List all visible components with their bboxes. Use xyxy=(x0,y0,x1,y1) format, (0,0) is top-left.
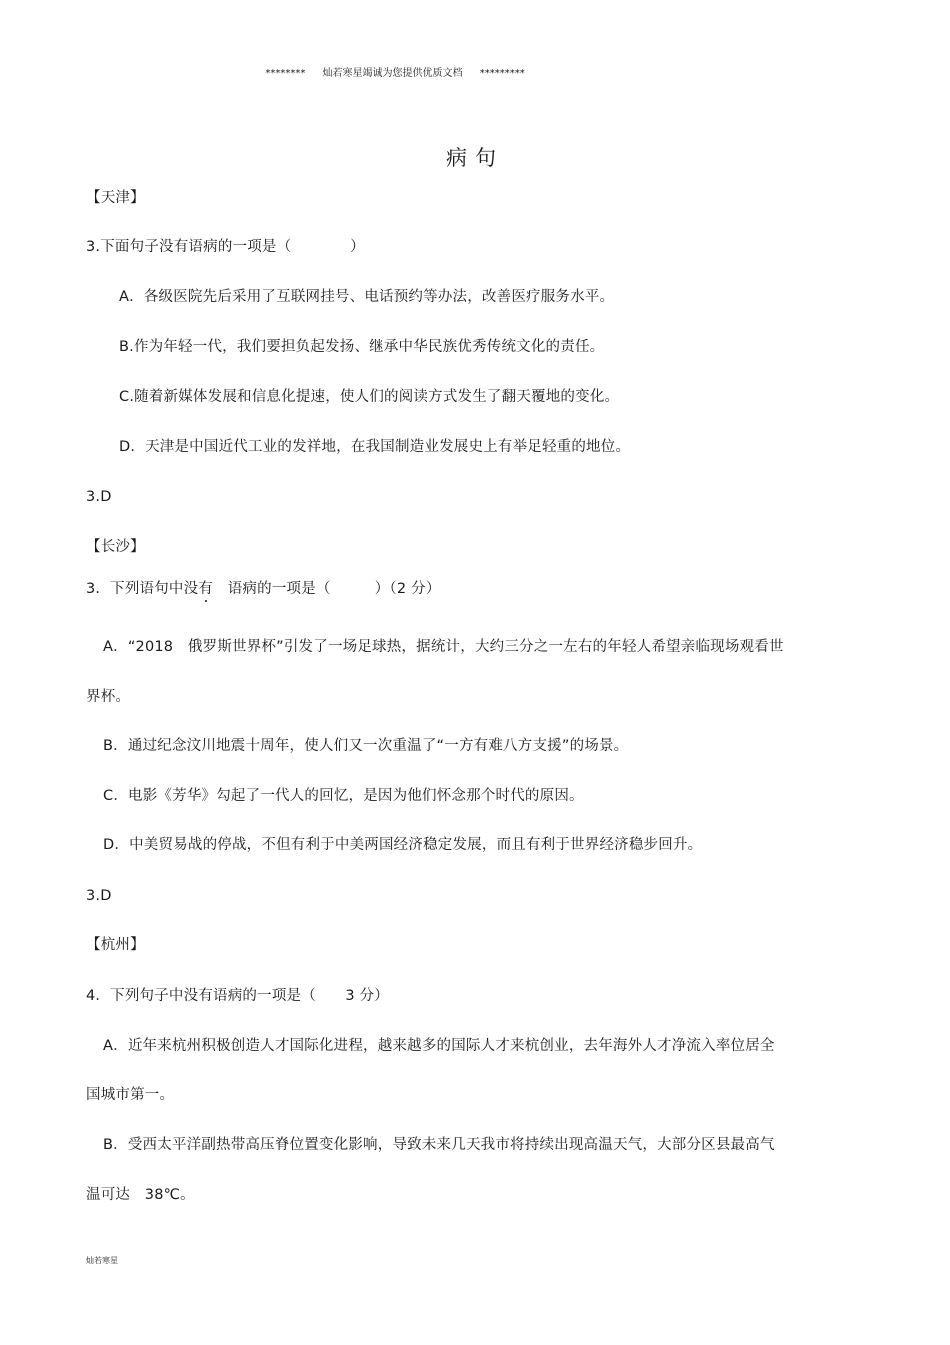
section-label-tianjin: 【天津】 xyxy=(86,190,145,206)
question-changsha-pre: 3．下列语句中没 xyxy=(86,581,199,597)
question-changsha-post: 语病的一项是（ ）（2 分） xyxy=(213,581,441,597)
option-changsha-d: D．中美贸易战的停战，不但有利于中美两国经济稳定发展，而且有利于世界经济稳步回升。 xyxy=(103,837,703,853)
option-changsha-a-cont: 界杯。 xyxy=(86,689,131,705)
section-label-hangzhou: 【杭州】 xyxy=(86,937,145,953)
page-title: 病句 xyxy=(446,146,504,170)
option-hangzhou-a: A．近年来杭州积极创造人才国际化进程，越来越多的国际人才来杭创业，去年海外人才净流入率位居全 xyxy=(103,1038,775,1054)
section-label-changsha: 【长沙】 xyxy=(86,539,145,555)
option-hangzhou-b-cont: 温可达 38℃。 xyxy=(86,1187,195,1203)
header-stars-left: ******** xyxy=(265,68,306,79)
header-text: 灿若寒星竭诚为您提供优质文档 xyxy=(322,68,463,79)
question-changsha xyxy=(86,579,441,599)
option-changsha-b: B．通过纪念汶川地震十周年，使人们又一次重温了“一方有难八方支援”的场景。 xyxy=(103,738,629,754)
answer-changsha: 3.D xyxy=(86,888,112,904)
option-changsha-c: C．电影《芳华》勾起了一代人的回忆，是因为他们怀念那个时代的原因。 xyxy=(103,788,584,804)
emphasis-dot-char: 有 xyxy=(198,581,214,597)
answer-tianjin: 3.D xyxy=(86,489,112,505)
option-changsha-a: A．“2018 俄罗斯世界杯”引发了一场足球热，据统计，大约三分之一左右的年轻人希望亲临现场观看世 xyxy=(103,639,784,655)
page-footer: 灿若寒星 xyxy=(86,1256,118,1265)
option-tianjin-d: D．天津是中国近代工业的发祥地，在我国制造业发展史上有举足轻重的地位。 xyxy=(119,439,631,455)
question-tianjin: 3.下面句子没有语病的一项是（ ） xyxy=(86,239,365,255)
page-header xyxy=(0,66,790,82)
option-tianjin-b: B.作为年轻一代，我们要担负起发扬、继承中华民族优秀传统文化的责任。 xyxy=(119,339,605,355)
question-hangzhou: 4．下列句子中没有语病的一项是（ 3 分） xyxy=(86,988,389,1004)
option-hangzhou-b: B．受西太平洋副热带高压脊位置变化影响，导致未来几天我市将持续出现高温天气，大部分区县最高气 xyxy=(103,1137,775,1153)
option-hangzhou-a-cont: 国城市第一。 xyxy=(86,1087,175,1103)
option-tianjin-a: A．各级医院先后采用了互联网挂号、电话预约等办法，改善医疗服务水平。 xyxy=(119,289,615,305)
option-tianjin-c: C.随着新媒体发展和信息化提速，使人们的阅读方式发生了翻天覆地的变化。 xyxy=(119,389,620,405)
header-stars-right: ********* xyxy=(479,68,525,79)
